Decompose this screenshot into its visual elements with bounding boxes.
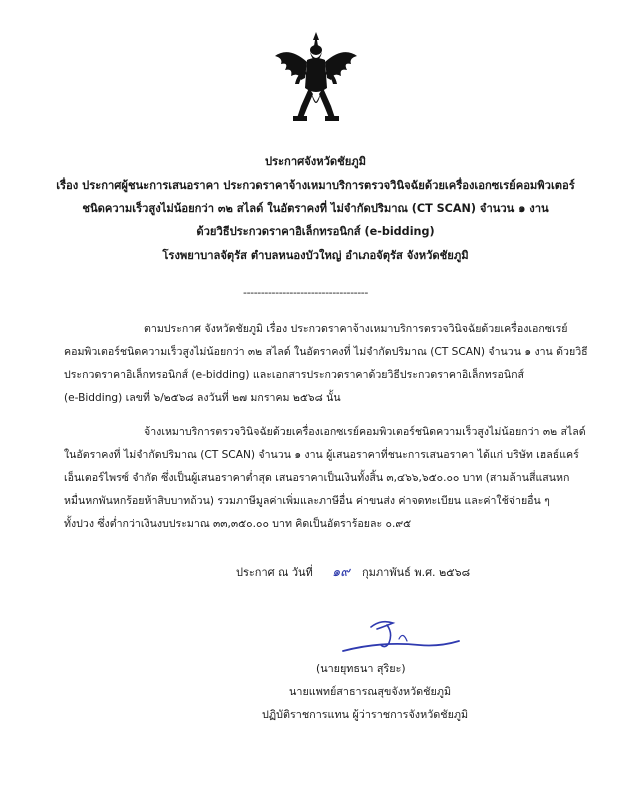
handwritten-signature	[341, 611, 461, 659]
subject-line-2: ชนิดความเร็วสูงไม่น้อยกว่า ๓๒ สไลด์ ในอัตราคงที่ ไม่จำกัดปริมาณ (CT SCAN) จำนวน ๑ งาน	[82, 202, 549, 215]
paragraph-2-line-4: หมื่นหกพันหกร้อยห้าสิบบาทถ้วน) รวมภาษีมูลค่าเพิ่มและภาษีอื่น ค่าขนส่ง ค่าจดทะเบียน และค่าใช้จ่ายอื่น ๆ	[64, 495, 550, 507]
paragraph-1-line-4: (e-Bidding) เลขที่ ๖/๒๕๖๘ ลงวันที่ ๒๗ มกราคม ๒๕๖๘ นั้น	[64, 392, 341, 404]
paragraph-2-line-2: ในอัตราคงที่ ไม่จำกัดปริมาณ (CT SCAN) จำนวน ๑ งาน ผู้เสนอราคาที่ชนะการเสนอราคา ได้แก่ บริษัท เฮลธ์แคร์	[64, 449, 579, 461]
paragraph-2-line-3: เอ็นเตอร์ไพรซ์ จำกัด ซึ่งเป็นผู้เสนอราคาต่ำสุด เสนอราคาเป็นเงินทั้งสิ้น ๓,๔๖๖,๖๕๐.๐๐ บาท (สามล้านสี่แสนหก	[64, 472, 570, 484]
signatory-acting: ปฏิบัติราชการแทน ผู้ว่าราชการจังหวัดชัยภูมิ	[262, 708, 469, 721]
paragraph-2-line-1: จ้างเหมาบริการตรวจวินิจฉัยด้วยเครื่องเอกซเรย์คอมพิวเตอร์ชนิดความเร็วสูงไม่น้อยกว่า ๓๒ สไลด์	[144, 426, 586, 438]
subject-line-1: เรื่อง ประกาศผู้ชนะการเสนอราคา ประกวดราคาจ้างเหมาบริการตรวจวินิจฉัยด้วยเครื่องเอกซเรย์คอมพิวเตอร์	[56, 179, 575, 192]
subject-line-3: ด้วยวิธีประกวดราคาอิเล็กทรอนิกส์ (e-bidding)	[196, 225, 435, 238]
paragraph-1-line-2: คอมพิวเตอร์ชนิดความเร็วสูงไม่น้อยกว่า ๓๒ สไลด์ ในอัตราคงที่ ไม่จำกัดปริมาณ (CT SCAN) จำนวน ๑ งาน ด้วยวิธี	[64, 346, 588, 358]
signatory-name: (นายยุทธนา สุริยะ)	[316, 662, 406, 675]
date-month-year: กุมภาพันธ์ พ.ศ. ๒๕๖๘	[362, 566, 471, 579]
paragraph-1-line-3: ประกวดราคาอิเล็กทรอนิกส์ (e-bidding) และเอกสารประกวดราคาด้วยวิธีประกวดราคาอิเล็กทรอนิกส์	[64, 369, 524, 381]
garuda-emblem	[271, 30, 361, 125]
paragraph-2-line-5: ทั้งปวง ซึ่งต่ำกว่าเงินงบประมาณ ๓๓,๓๕๐.๐๐ บาท คิดเป็นอัตราร้อยละ ๐.๙๕	[64, 518, 412, 530]
divider: -----------------------------------	[243, 286, 368, 299]
subject-line-4: โรงพยาบาลจัตุรัส ตำบลหนองบัวใหญ่ อำเภอจัตุรัส จังหวัดชัยภูมิ	[162, 249, 469, 262]
announcement-org: ประกาศจังหวัดชัยภูมิ	[264, 155, 367, 168]
date-prefix: ประกาศ ณ วันที่	[236, 566, 313, 579]
paragraph-1-line-1: ตามประกาศ จังหวัดชัยภูมิ เรื่อง ประกวดราคาจ้างเหมาบริการตรวจวินิจฉัยด้วยเครื่องเอกซเรย์	[144, 323, 568, 335]
handwritten-day: ๑๙	[332, 565, 350, 580]
signatory-title: นายแพทย์สาธารณสุขจังหวัดชัยภูมิ	[289, 685, 452, 698]
